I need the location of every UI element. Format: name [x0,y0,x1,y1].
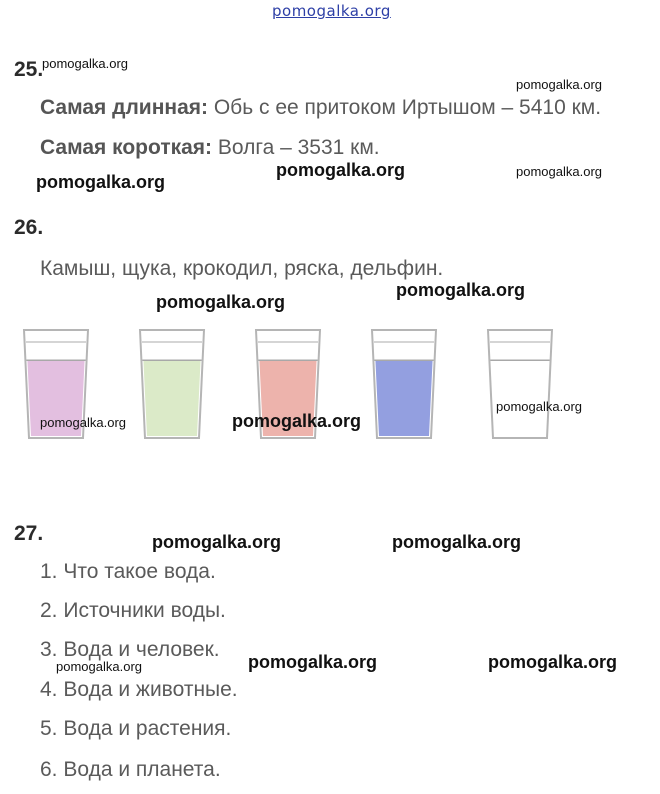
glass-green-water [140,330,204,438]
longest-river-label: Самая длинная: [40,96,208,119]
task-25-number: 25. [14,58,44,81]
plan-item: 3. Вода и человек. [40,638,220,661]
watermark: pomogalka.org [276,160,406,180]
shortest-river-label: Самая короткая: [40,136,213,159]
plan-item: 5. Вода и растения. [40,717,232,740]
glass-blue-water [372,330,436,438]
watermark: pomogalka.org [40,415,126,430]
watermark: pomogalka.org [496,399,582,414]
task-26-number: 26. [14,216,44,239]
plan-item: 1. Что такое вода. [40,560,216,583]
plan-item: 6. Вода и планета. [40,758,221,781]
task-27-number: 27. [14,522,44,545]
watermark: pomogalka.org [392,532,522,552]
watermark: pomogalka.org [56,659,142,674]
water-fill [375,360,432,436]
longest-river-value: Обь с ее притоком Иртышом – 5410 км. [213,96,602,119]
watermark: pomogalka.org [36,172,166,192]
plan-item: 2. Источники воды. [40,599,226,622]
glass-outline [488,330,552,438]
shortest-river-value: Волга – 3531 км. [217,136,380,159]
plan-item: 4. Вода и животные. [40,678,238,701]
watermark: pomogalka.org [488,652,618,672]
watermark: pomogalka.org [396,280,526,300]
longest-river-line [40,96,601,120]
task-26-text: Камыш, щука, крокодил, ряска, дельфин. [40,257,444,280]
glass-clear-water [488,330,552,438]
water-glasses-drawing [0,330,660,450]
water-glasses-illustration [0,330,660,450]
water-fill [143,360,200,436]
watermark: pomogalka.org [156,292,286,312]
watermark: pomogalka.org [516,164,602,179]
watermark: pomogalka.org [232,411,362,431]
watermark: pomogalka.org [42,56,128,71]
watermark: pomogalka.org [248,652,378,672]
shortest-river-line [40,136,380,160]
site-link[interactable]: pomogalka.org [272,2,391,20]
watermark: pomogalka.org [516,77,602,92]
watermark: pomogalka.org [152,532,282,552]
